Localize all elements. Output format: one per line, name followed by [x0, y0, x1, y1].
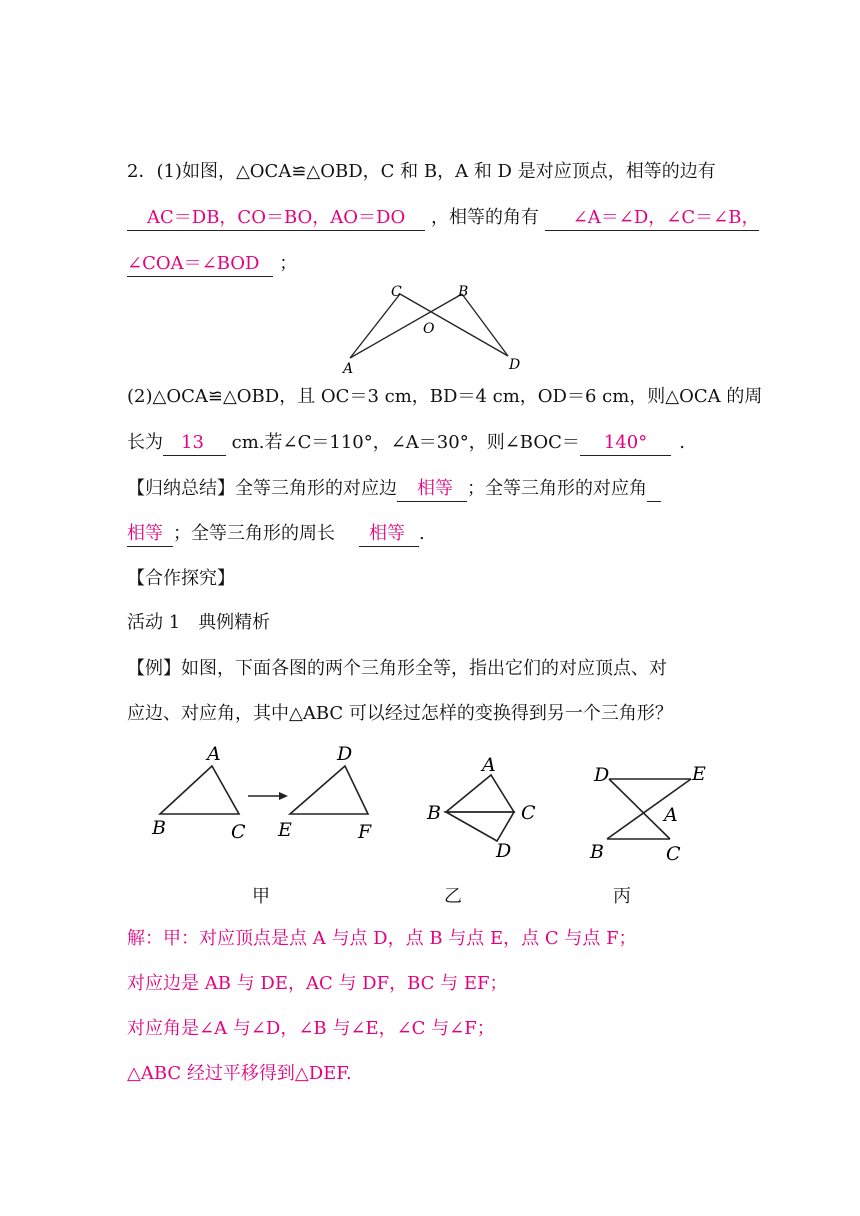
yi-label-A: A — [482, 754, 496, 776]
segment-BD — [462, 294, 508, 356]
section-title: 【合作探究】 — [127, 568, 235, 589]
example-line1: 【例】如图，下面各图的两个三角形全等，指出它们的对应顶点、对 — [127, 658, 667, 679]
label-C: C — [391, 284, 402, 300]
angles-answer-blank-a — [545, 206, 760, 231]
perimeter-blank — [163, 431, 226, 456]
triangle-DEF-jia — [290, 766, 368, 814]
q2-part2-line1 — [127, 384, 762, 410]
q2-part2-b: cm.若∠C＝110°，∠A＝30°，则∠BOC＝ — [231, 432, 580, 453]
summary-line1 — [127, 476, 661, 502]
bing-label-B: B — [590, 841, 604, 863]
solution-line1: 解：甲：对应顶点是点 A 与点 D，点 B 与点 E，点 C 与点 F； — [127, 928, 637, 949]
yi-label-D: D — [496, 840, 512, 862]
summary-blank3 — [359, 522, 419, 547]
q2-line1 — [127, 159, 716, 185]
summary-mid2: ；全等三角形的周长 — [173, 523, 335, 544]
q2-part1-mid: ，相等的角有 — [430, 207, 539, 228]
figure-ocа-obd — [338, 280, 538, 376]
angles-answer-blank-b — [127, 252, 273, 277]
bing-label-E: E — [692, 763, 706, 785]
jia-label-E: E — [278, 819, 292, 841]
summary-blank2a — [647, 477, 661, 502]
q2-part2-line2 — [127, 430, 685, 456]
triangle-ABC-jia — [160, 766, 239, 814]
summary-ans3: 相等 — [369, 523, 405, 544]
jia-label-D: D — [337, 743, 353, 765]
q2-part1-end: ； — [279, 253, 298, 274]
summary-line2 — [127, 521, 425, 547]
jia-label-A: A — [207, 743, 221, 765]
perimeter-answer: 13 — [181, 432, 204, 453]
triangle-DBC-yi — [446, 812, 514, 841]
sides-answer-blank — [127, 206, 425, 231]
yi-label-C: C — [521, 802, 536, 824]
example-line2: 应边、对应角，其中△ABC 可以经过怎样的变换得到另一个三角形？ — [127, 703, 673, 724]
summary-ans1: 相等 — [417, 478, 453, 499]
summary-blank2b — [127, 522, 173, 547]
label-D: D — [509, 357, 521, 373]
angle-answer: 140° — [603, 432, 648, 453]
segment-BA — [350, 294, 462, 358]
jia-label-F: F — [358, 821, 372, 843]
bing-label-C: C — [666, 843, 681, 865]
label-A: A — [343, 361, 354, 376]
segment-CD — [400, 294, 508, 356]
summary-ans2: 相等 — [127, 523, 163, 544]
angle-blank — [580, 431, 671, 456]
q2-part2-text1: (2)△OCA≌△OBD，且 OC＝3 cm，BD＝4 cm，OD＝6 cm，则△OCA 的周 — [127, 386, 763, 407]
q2-part2-end: . — [679, 432, 685, 453]
solution-line4: △ABC 经过平移得到△DEF. — [127, 1063, 352, 1084]
segment-CA — [350, 294, 400, 358]
segment-DC — [609, 779, 670, 839]
q2-part1-intro: 2．(1)如图，△OCA≌△OBD，C 和 B，A 和 D 是对应顶点，相等的边有 — [127, 161, 716, 182]
sides-answer: AC＝DB，CO＝BO，AO＝DO — [147, 207, 406, 228]
angles-answer-a: ∠A＝∠D，∠C＝∠B， — [572, 207, 760, 228]
activity-title: 活动 1 典例精析 — [127, 612, 271, 633]
summary-blank1 — [397, 477, 467, 502]
triangle-ABC-yi — [446, 775, 514, 812]
solution-line2: 对应边是 AB 与 DE，AC 与 DF，BC 与 EF； — [127, 973, 508, 994]
caption-bing: 丙 — [613, 886, 631, 907]
figure-bing — [582, 750, 722, 880]
q2-part2-a: 长为 — [127, 432, 163, 453]
arrow-head — [279, 792, 288, 800]
jia-label-B: B — [152, 817, 166, 839]
caption-yi: 乙 — [444, 886, 462, 907]
summary-mid1: ；全等三角形的对应角 — [467, 478, 647, 499]
bing-label-D: D — [594, 764, 610, 786]
label-B: B — [458, 284, 469, 300]
angles-answer-b: ∠COA＝∠BOD — [127, 253, 260, 274]
summary-prefix: 【归纳总结】全等三角形的对应边 — [127, 478, 397, 499]
q2-line3 — [127, 251, 297, 277]
bing-label-A: A — [664, 804, 678, 826]
jia-label-C: C — [231, 821, 246, 843]
label-O: O — [423, 321, 435, 337]
caption-jia: 甲 — [252, 886, 270, 907]
figure-yi — [420, 745, 550, 875]
q2-line2 — [127, 205, 759, 231]
segment-EB — [607, 779, 691, 839]
yi-label-B: B — [427, 802, 441, 824]
solution-line3: 对应角是∠A 与∠D，∠B 与∠E，∠C 与∠F； — [127, 1018, 495, 1039]
figure-jia — [148, 738, 388, 848]
summary-end: . — [419, 523, 425, 544]
